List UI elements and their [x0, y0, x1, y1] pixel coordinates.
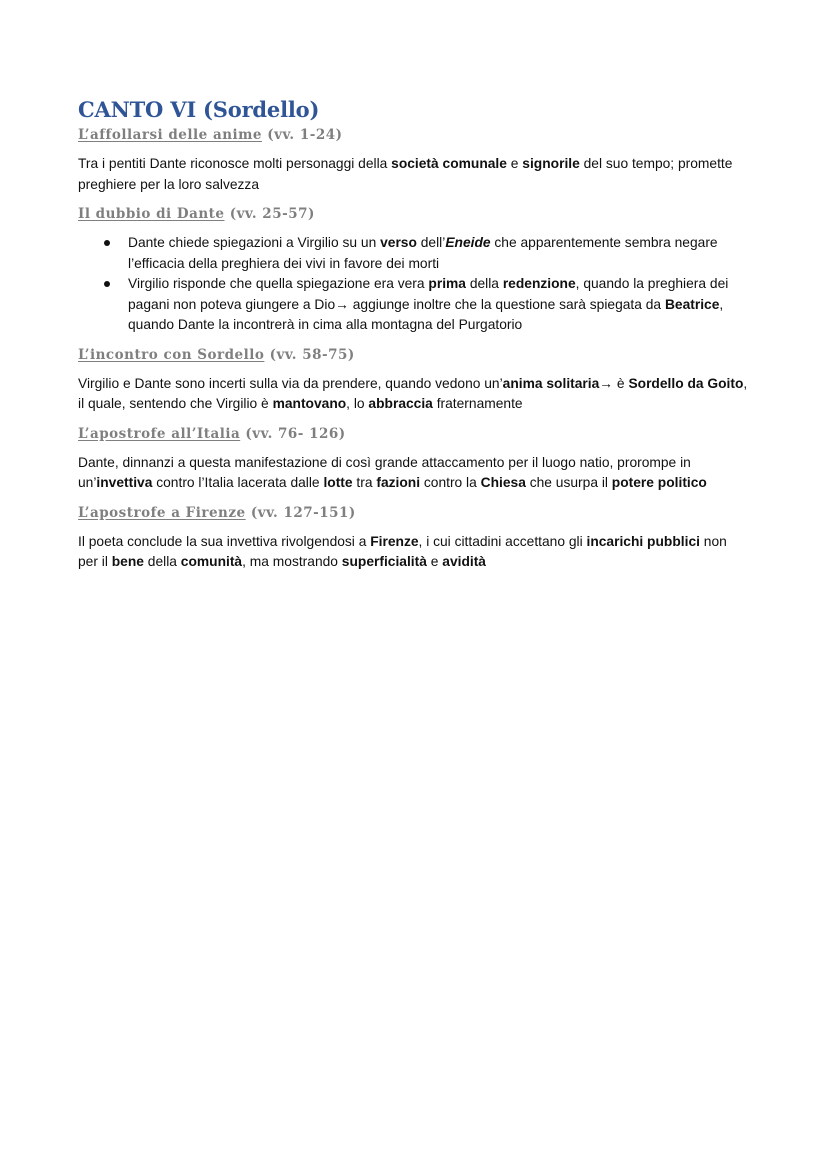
section	[78, 205, 748, 346]
document-page	[78, 96, 748, 573]
bold-run: comunità	[180, 554, 243, 569]
text-run: dell’	[416, 235, 446, 250]
text-run: Dante, dinnanzi a questa manifestazione di così grande attaccamento per il luogo natio, prorompe in un’	[78, 454, 691, 490]
bold-run: incarichi pubblici	[586, 533, 700, 549]
section-heading	[78, 425, 748, 443]
text-run: della	[143, 554, 181, 569]
text-run: Dante chiede spiegazioni a Virgilio su un	[128, 235, 381, 250]
bold-run: abbraccia	[368, 396, 433, 411]
section	[78, 425, 748, 504]
bold-run: lotte	[323, 475, 353, 490]
text-run: e	[506, 156, 523, 171]
document-title: CANTO VI (Sordello)	[78, 97, 320, 122]
text-run: , ma mostrando	[242, 554, 342, 569]
bullet-list	[78, 233, 748, 336]
section-paragraph	[78, 453, 748, 494]
bold-run: fazioni	[376, 475, 421, 490]
section-heading	[78, 205, 748, 223]
bold-run: invettiva	[96, 475, 153, 490]
text-run: Virgilio risponde che quella spiegazione era vera	[128, 276, 429, 291]
text-run: è	[613, 375, 629, 391]
section	[78, 504, 748, 573]
section-heading	[78, 346, 748, 364]
bullet-item	[78, 233, 748, 274]
section-heading-title: L’affollarsi delle anime	[78, 127, 263, 143]
text-run: contro la	[420, 475, 481, 490]
text-run: Tra i pentiti Dante riconosce molti personaggi della	[78, 156, 392, 171]
section-heading-verses: (vv. 127-151)	[250, 504, 356, 521]
bold-run: avidità	[442, 554, 486, 569]
section-heading-title: L’apostrofe a Firenze	[78, 504, 246, 521]
text-run: Virgilio e Dante sono incerti sulla via da prendere, quando vedono un’	[78, 375, 503, 391]
bold-run: prima	[428, 276, 466, 291]
section-heading-verses: (vv. 25-57)	[229, 206, 315, 222]
text-run: non per il	[78, 533, 727, 569]
bold-run: società comunale	[391, 156, 507, 171]
bullet-item	[78, 274, 748, 336]
bold-run: mantovano	[272, 396, 347, 411]
bold-run: superficialità	[341, 554, 427, 569]
section-heading-title: L’incontro con Sordello	[78, 346, 265, 363]
text-run: che usurpa il	[525, 475, 612, 490]
bold-run: Firenze	[370, 533, 419, 549]
text-run: Il poeta conclude la sua invettiva rivolgendosi a	[78, 533, 371, 549]
section-heading-title: L’apostrofe all’Italia	[78, 425, 241, 442]
text-run: contro l’Italia lacerata dalle	[152, 475, 324, 490]
text-run: e	[426, 554, 443, 569]
emphasis-text: Eneide	[445, 235, 491, 250]
bullet-dot-icon	[104, 281, 110, 287]
text-run: tra	[352, 475, 377, 490]
bold-run: verso	[380, 235, 417, 250]
text-run: del suo tempo; promette preghiere per la loro salvezza	[78, 156, 733, 192]
bold-run: potere politico	[611, 475, 707, 490]
sections-container	[78, 126, 748, 573]
bold-run: Sordello da Goito	[628, 375, 744, 391]
bold-run: Chiesa	[480, 475, 526, 490]
section-paragraph	[78, 154, 748, 195]
bold-run: anima solitaria→	[502, 375, 614, 391]
bullet-dot-icon	[104, 240, 110, 246]
section	[78, 346, 748, 425]
text-run: , il quale, sentendo che Virgilio è	[78, 375, 748, 411]
text-run: , quando la preghiera dei pagani non poteva giungere a Dio→ aggiunge inoltre che la questione sarà spiegata da	[128, 276, 729, 312]
section-heading-verses: (vv. 1-24)	[267, 127, 343, 143]
section	[78, 126, 748, 205]
section-heading	[78, 126, 748, 144]
text-run: , lo	[346, 396, 369, 411]
text-run: che apparentemente sembra negare l’efficacia della preghiera dei vivi in favore dei morti	[128, 235, 718, 271]
text-run: della	[465, 276, 503, 291]
section-heading	[78, 504, 748, 522]
bold-italic-run	[445, 235, 490, 250]
section-paragraph	[78, 374, 748, 415]
bold-run: Beatrice	[664, 296, 720, 312]
text-run: , i cui cittadini accettano gli	[418, 533, 587, 549]
section-paragraph	[78, 532, 748, 573]
text-run: fraternamente	[432, 396, 523, 411]
text-run: , quando Dante la incontrerà in cima alla montagna del Purgatorio	[128, 296, 724, 332]
bold-run: signorile	[522, 156, 580, 171]
section-heading-verses: (vv. 58-75)	[269, 346, 355, 363]
bold-run: redenzione	[502, 276, 576, 291]
section-heading-title: Il dubbio di Dante	[78, 206, 225, 222]
bold-run: bene	[111, 554, 144, 569]
section-heading-verses: (vv. 76- 126)	[245, 425, 346, 442]
